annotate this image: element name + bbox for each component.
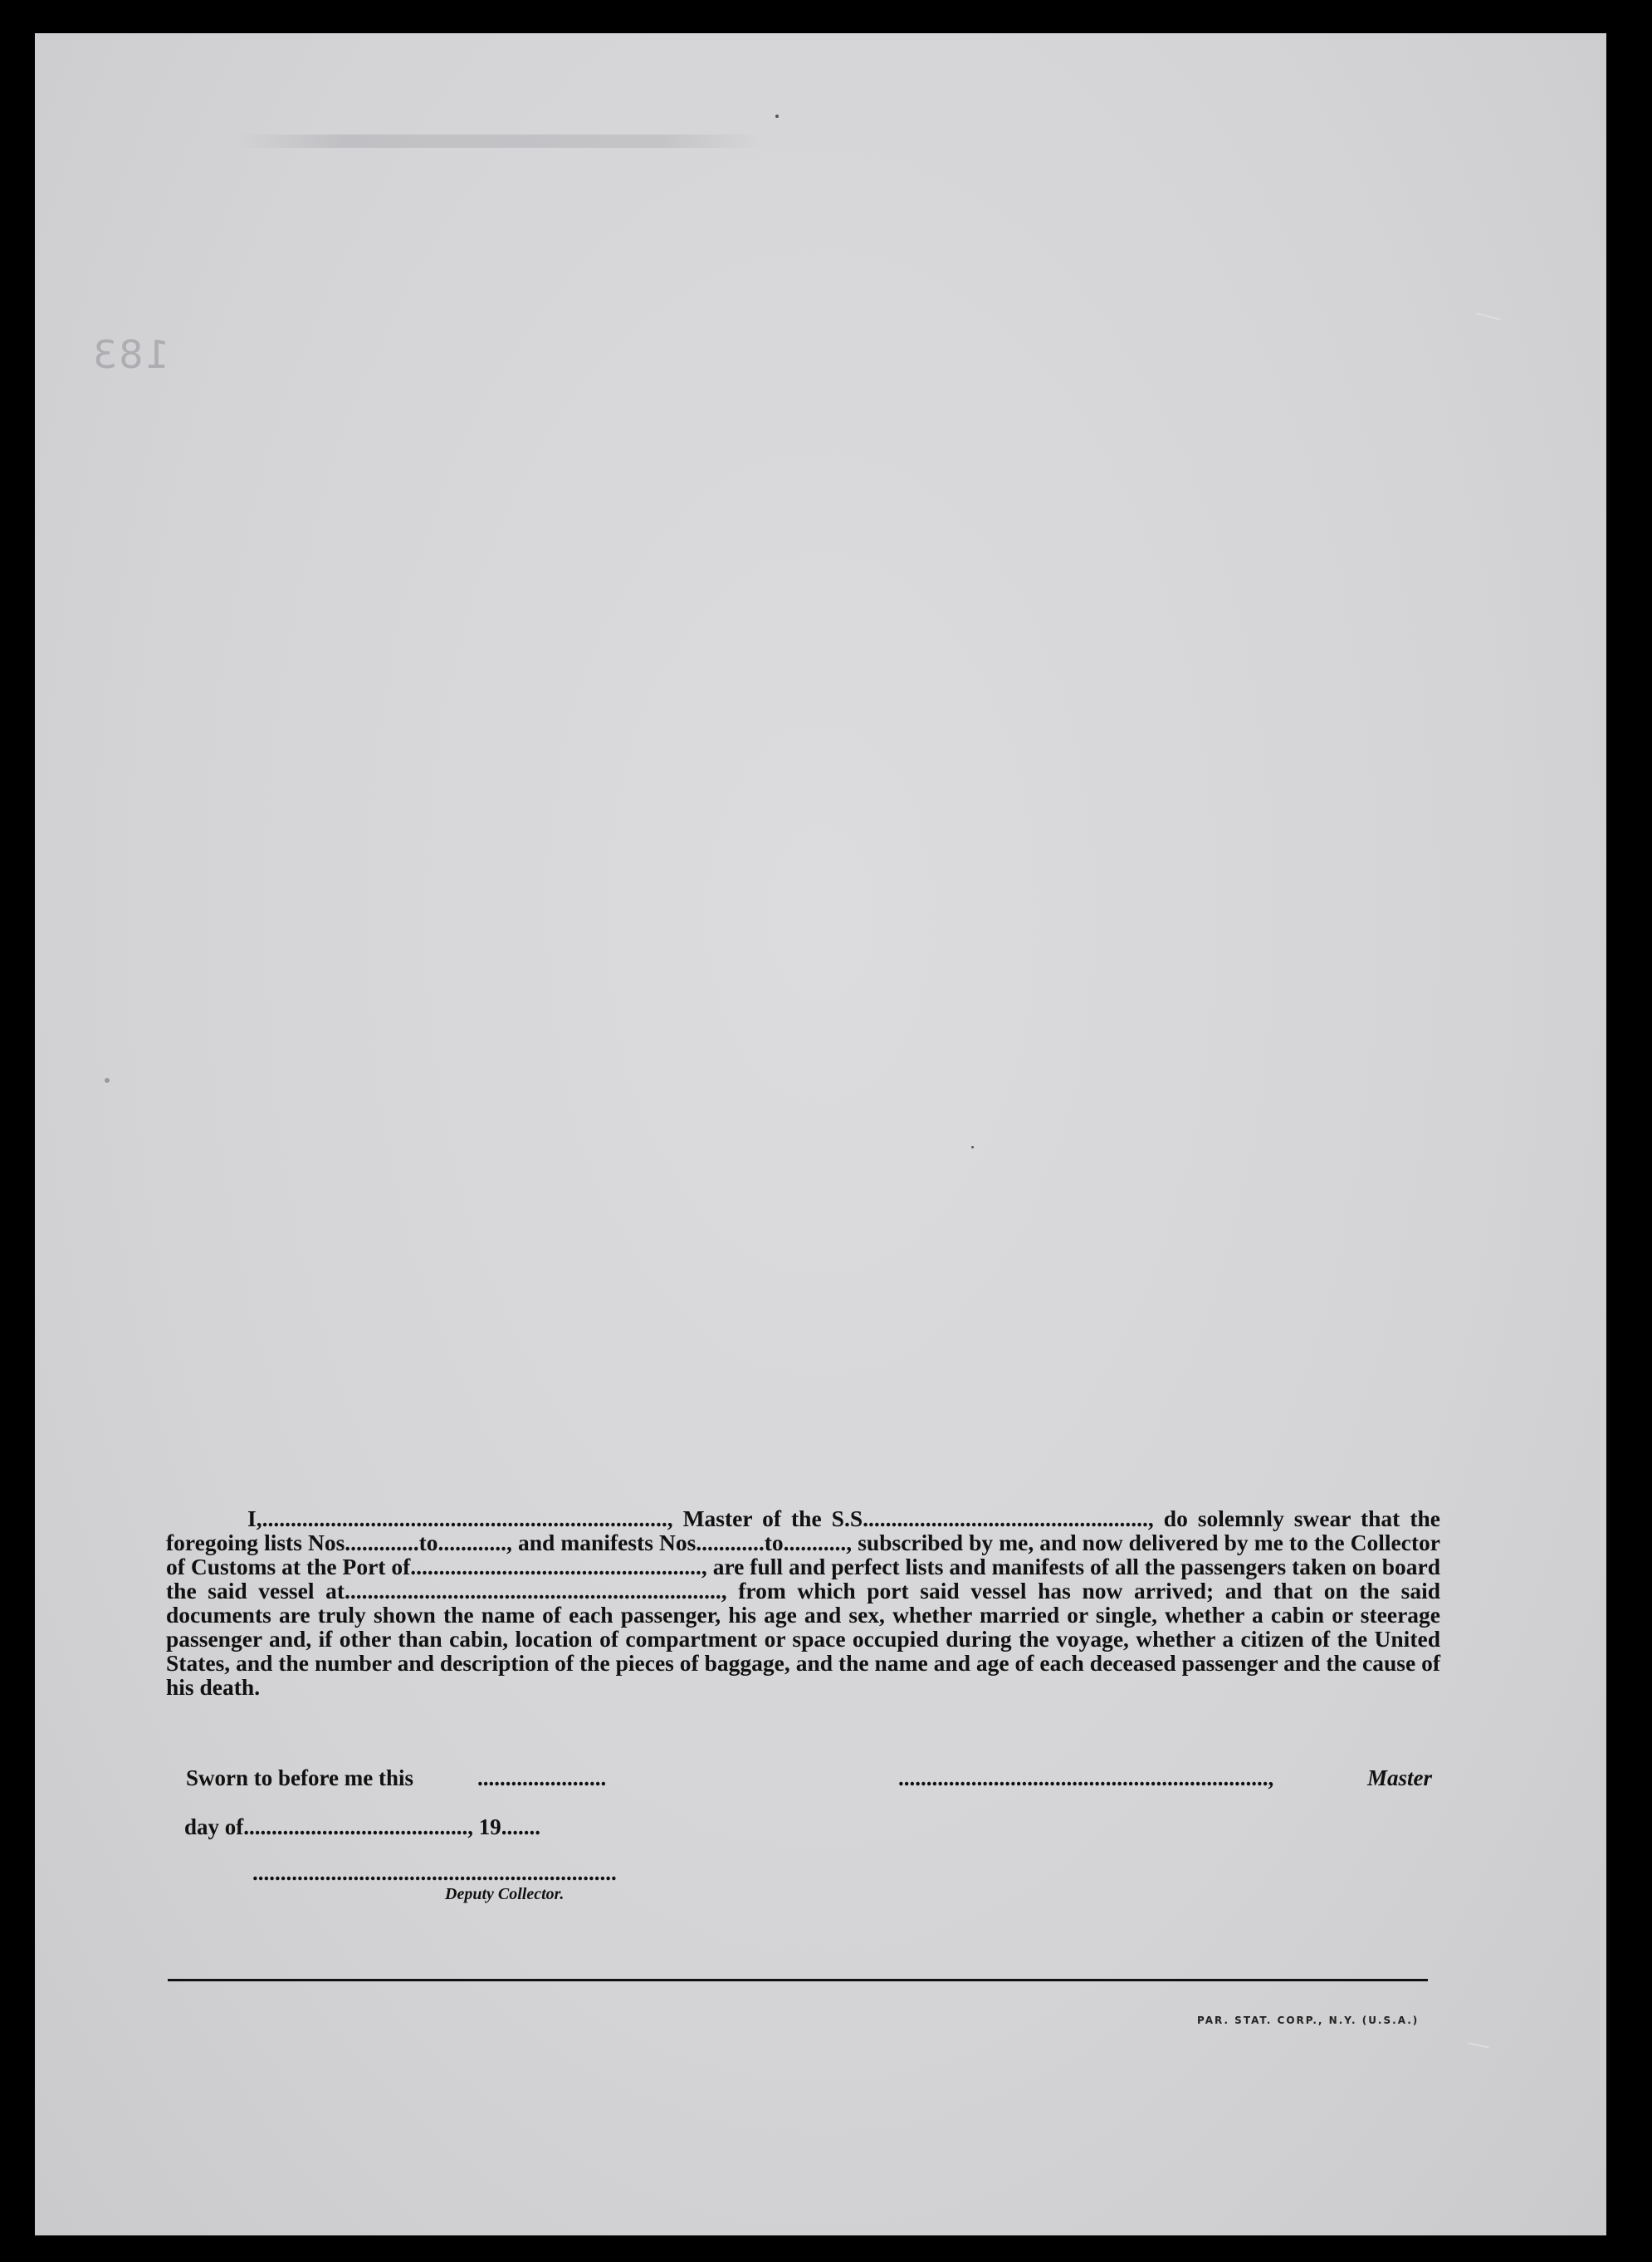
deputy-signature-line: .................................................................	[252, 1860, 617, 1885]
deputy-collector-label: Deputy Collector.	[445, 1885, 565, 1903]
document-page	[35, 33, 1606, 2235]
ink-speck	[105, 1078, 110, 1083]
faded-header-bleedthrough	[234, 135, 765, 148]
printer-imprint: PAR. STAT. CORP., N.Y. (U.S.A.)	[1197, 2015, 1420, 2026]
oath-paragraph	[166, 1506, 1440, 1699]
ink-speck	[775, 115, 779, 118]
master-label: Master	[1367, 1765, 1433, 1790]
day-of-line: day of........................................, 19.......	[184, 1814, 541, 1839]
ink-speck	[971, 1146, 974, 1148]
oath-text: I,......................................................................., Master of the S.S.................................................., do solemnly swear that the foregoing lists Nos.............to............, and manifests Nos............to..........., subscribed by me, and now delivered by me to the Collector of Customs at the Port of..................................................., are full and perfect lists and manifests of all the passengers taken on board the said vessel at.................................................................., from which port said vessel has now arrived; and that on the said documents are truly shown the name of each passenger, his age and sex, whether married or single, whether a cabin or steerage passenger and, if other than cabin, location of compartment or space occupied during the voyage, whether a citizen of the United States, and the number and description of the pieces of baggage, and the name and age of each deceased passenger and the cause of his death.	[166, 1506, 1440, 1700]
bottom-rule	[168, 1979, 1428, 1981]
sworn-date-line: .......................	[477, 1765, 607, 1790]
master-signature-line: ..................................................................,	[898, 1765, 1274, 1790]
sworn-label: Sworn to before me this	[186, 1765, 413, 1790]
faded-page-number: 183	[91, 332, 169, 377]
